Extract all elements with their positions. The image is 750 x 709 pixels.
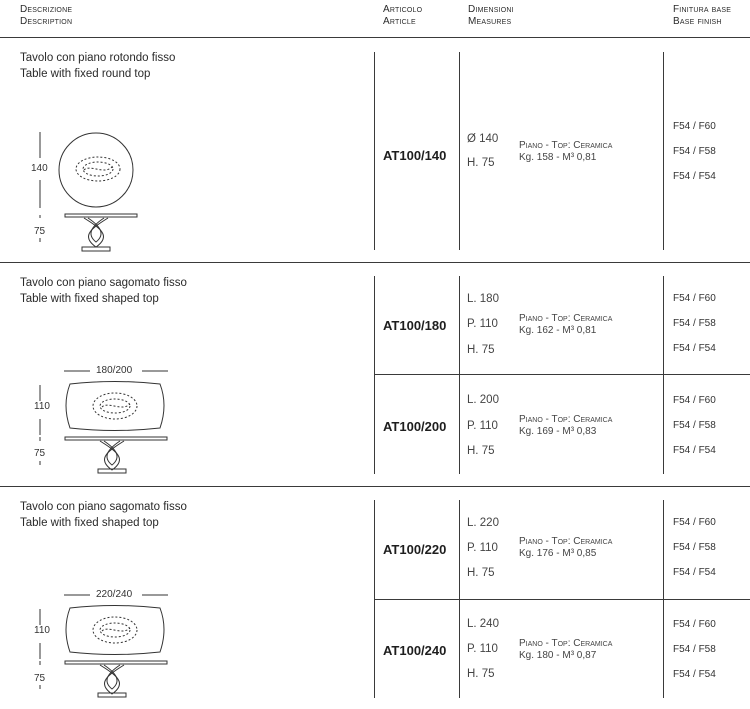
finish-option: F54 / F54 bbox=[673, 445, 716, 456]
top-material-label: Piano - Top: Ceramica bbox=[519, 638, 613, 649]
header-description-text: Description bbox=[20, 16, 73, 27]
finish-option: F54 / F58 bbox=[673, 542, 716, 553]
section-title-en: Table with fixed shaped top bbox=[20, 293, 159, 305]
finish-option: F54 / F58 bbox=[673, 146, 716, 157]
finish-option: F54 / F58 bbox=[673, 420, 716, 431]
base-height-label: 75 bbox=[34, 448, 46, 459]
weight-volume: Kg. 180 - M³ 0,87 bbox=[519, 650, 597, 661]
width-dimension-label: 180/200 bbox=[96, 365, 133, 376]
dimension-diameter: Ø 140 bbox=[467, 133, 499, 145]
section-title-it: Tavolo con piano sagomato fisso bbox=[20, 501, 187, 513]
shaped-table-drawing bbox=[0, 589, 180, 699]
section-1-description bbox=[20, 50, 175, 82]
top-material-label: Piano - Top: Ceramica bbox=[519, 536, 613, 547]
dimension-length: L. 240 bbox=[467, 618, 499, 630]
finish-option: F54 / F60 bbox=[673, 121, 716, 132]
dimension-length: L. 180 bbox=[467, 293, 499, 305]
finish-option: F54 / F58 bbox=[673, 318, 716, 329]
column-divider bbox=[459, 500, 460, 698]
height-dimension-label: 140 bbox=[31, 163, 48, 174]
weight-volume: Kg. 176 - M³ 0,85 bbox=[519, 548, 597, 559]
article-code: AT100/140 bbox=[383, 148, 447, 163]
dimension-length: L. 220 bbox=[467, 517, 499, 529]
section-divider-2 bbox=[0, 486, 750, 487]
top-material-label: Piano - Top: Ceramica bbox=[519, 140, 613, 151]
dimension-depth: P. 110 bbox=[467, 542, 498, 554]
finish-option: F54 / F54 bbox=[673, 567, 716, 578]
header-divider bbox=[0, 37, 750, 38]
article-code: AT100/200 bbox=[383, 419, 447, 434]
weight-volume: Kg. 158 - M³ 0,81 bbox=[519, 152, 597, 163]
header-articolo-text: Articolo bbox=[383, 4, 423, 15]
header-finitura-text: Finitura base bbox=[673, 4, 732, 15]
top-material bbox=[519, 140, 612, 164]
finish-option: F54 / F54 bbox=[673, 343, 716, 354]
row-divider-2 bbox=[374, 599, 750, 600]
base-height-label: 75 bbox=[34, 673, 46, 684]
weight-volume: Kg. 162 - M³ 0,81 bbox=[519, 325, 597, 336]
column-divider bbox=[663, 500, 664, 698]
row-divider-1 bbox=[374, 374, 750, 375]
section-divider-1 bbox=[0, 262, 750, 263]
finish-option: F54 / F60 bbox=[673, 619, 716, 630]
width-dimension-label: 220/240 bbox=[96, 589, 133, 600]
dimension-depth: P. 110 bbox=[467, 318, 498, 330]
dimension-depth: P. 110 bbox=[467, 420, 498, 432]
round-table-drawing bbox=[0, 120, 160, 255]
header-base-finish-text: Base finish bbox=[673, 16, 722, 27]
column-divider bbox=[459, 276, 460, 474]
finish-option: F54 / F54 bbox=[673, 669, 716, 680]
finish-option: F54 / F60 bbox=[673, 395, 716, 406]
header-article-text: Article bbox=[383, 16, 416, 27]
shaped-table-drawing bbox=[0, 365, 180, 475]
finish-option: F54 / F60 bbox=[673, 517, 716, 528]
header-descrizione-text: Descrizione bbox=[20, 4, 73, 15]
dimension-height: H. 75 bbox=[467, 567, 495, 579]
top-material bbox=[519, 536, 612, 560]
column-divider bbox=[374, 52, 375, 250]
section-title-en: Table with fixed shaped top bbox=[20, 517, 159, 529]
section-title-it: Tavolo con piano rotondo fisso bbox=[20, 52, 176, 64]
height-dimension-label: 110 bbox=[34, 401, 50, 412]
header-dimensioni-text: Dimensioni bbox=[468, 4, 514, 15]
header-measures bbox=[468, 4, 514, 28]
top-material bbox=[519, 313, 612, 337]
dimension-height: H. 75 bbox=[467, 344, 495, 356]
column-divider bbox=[459, 52, 460, 250]
article-code: AT100/240 bbox=[383, 643, 447, 658]
dimension-length: L. 200 bbox=[467, 394, 499, 406]
header-article bbox=[383, 4, 422, 28]
column-divider bbox=[663, 52, 664, 250]
dimension-height: H. 75 bbox=[467, 668, 495, 680]
column-divider bbox=[374, 276, 375, 474]
height-dimension-label: 110 bbox=[34, 625, 50, 636]
section-3-description bbox=[20, 499, 187, 531]
finish-option: F54 / F58 bbox=[673, 644, 716, 655]
top-material bbox=[519, 414, 612, 438]
column-divider bbox=[663, 276, 664, 474]
base-height-label: 75 bbox=[34, 226, 46, 237]
finish-option: F54 / F54 bbox=[673, 171, 716, 182]
header-finish bbox=[673, 4, 731, 28]
article-code: AT100/180 bbox=[383, 318, 447, 333]
finish-option: F54 / F60 bbox=[673, 293, 716, 304]
dimension-height: H. 75 bbox=[467, 445, 495, 457]
top-material bbox=[519, 638, 612, 662]
header-description bbox=[20, 4, 72, 28]
header-measures-text: Measures bbox=[468, 16, 512, 27]
dimension-height: H. 75 bbox=[467, 157, 495, 169]
article-code: AT100/220 bbox=[383, 542, 447, 557]
weight-volume: Kg. 169 - M³ 0,83 bbox=[519, 426, 597, 437]
section-2-description bbox=[20, 275, 187, 307]
column-divider bbox=[374, 500, 375, 698]
section-title-it: Tavolo con piano sagomato fisso bbox=[20, 277, 187, 289]
dimension-depth: P. 110 bbox=[467, 643, 498, 655]
top-material-label: Piano - Top: Ceramica bbox=[519, 313, 613, 324]
section-title-en: Table with fixed round top bbox=[20, 68, 151, 80]
top-material-label: Piano - Top: Ceramica bbox=[519, 414, 613, 425]
